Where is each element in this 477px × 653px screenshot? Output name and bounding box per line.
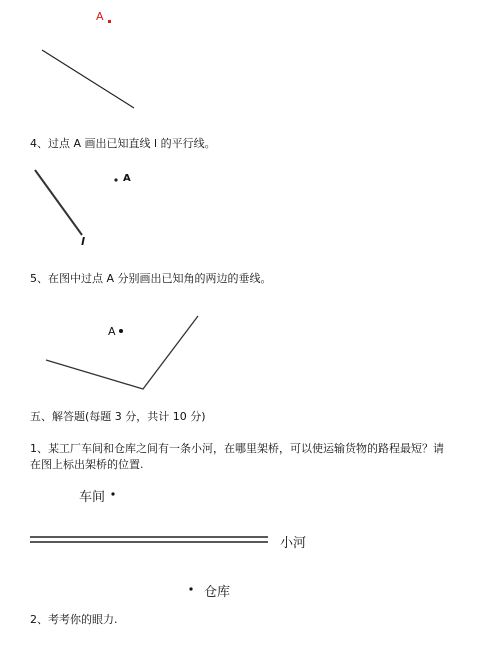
point-a-dot-q5 bbox=[119, 329, 123, 333]
point-a-label-q5: A bbox=[108, 325, 116, 338]
river-label: 小河 bbox=[280, 536, 307, 551]
given-angle bbox=[46, 316, 198, 389]
point-a-dot bbox=[108, 20, 111, 23]
point-a-label-q4: A bbox=[123, 173, 131, 184]
workshop-label: 车间 bbox=[79, 490, 106, 505]
warehouse-label: 仓库 bbox=[204, 585, 231, 600]
point-a-dot-q4 bbox=[114, 178, 117, 181]
problem-1: 1、某工厂车间和仓库之间有一条小河，在哪里架桥，可以使运输货物的路程最短？请在图上标出架桥的位置. bbox=[30, 442, 444, 471]
given-line-l bbox=[35, 170, 82, 235]
question-4: 4、过点 A 画出已知直线 l 的平行线。 bbox=[30, 137, 216, 150]
given-line-1 bbox=[42, 50, 134, 108]
line-l-label: l bbox=[81, 235, 85, 248]
workshop-dot bbox=[111, 492, 114, 495]
section-title: 五、解答题(每题 3 分，共计 10 分) bbox=[30, 410, 206, 423]
warehouse-dot bbox=[189, 587, 192, 590]
question-5: 5、在图中过点 A 分别画出已知角的两边的垂线。 bbox=[30, 272, 272, 285]
point-a-label: A bbox=[96, 10, 104, 23]
problem-2: 2、考考你的眼力. bbox=[30, 613, 118, 626]
